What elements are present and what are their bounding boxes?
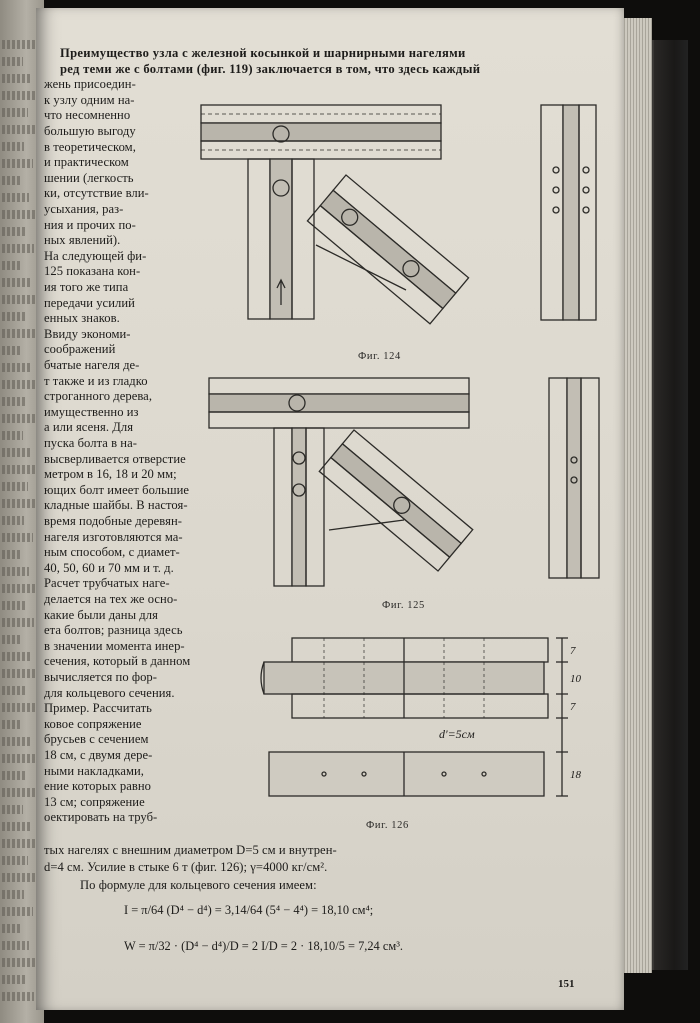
adjacent-page-text-fragment (2, 363, 31, 372)
text-line: имущественно из (44, 404, 139, 419)
adjacent-page-text-fragment (2, 873, 37, 882)
text-line: кладные шайбы. В настоя- (44, 498, 188, 513)
adjacent-page-text-fragment (2, 312, 26, 321)
text-line: большую выгоду (44, 124, 136, 138)
adjacent-page-text-fragment (2, 346, 22, 355)
adjacent-page-text-fragment (2, 329, 35, 338)
text-line: передачи усилий (44, 295, 135, 310)
book-page (36, 8, 624, 1010)
adjacent-page-text-fragment (2, 652, 30, 661)
text-line: оектировать на труб- (44, 810, 158, 825)
adjacent-page-text-fragment (2, 822, 32, 831)
text-line: нагеля изготовляются ма- (44, 529, 183, 544)
adjacent-page-text-fragment (2, 414, 36, 423)
adjacent-page-text-fragment (2, 533, 33, 542)
text-line: По формуле для кольцевого сечения имеем: (80, 878, 317, 892)
adjacent-page-text-fragment (2, 601, 25, 610)
text-line: пуска болта в на- (44, 436, 137, 450)
formula-section-modulus: W = π/32 · (D⁴ − d⁴)/D = 2 I/D = 2 · 18,10/5 = 7,24 см³. (124, 939, 404, 953)
adjacent-page-text-fragment (2, 669, 39, 678)
book-cover (652, 40, 688, 970)
text-line: тых нагелях с внешним диаметром D=5 см и внутрен- (44, 843, 337, 857)
adjacent-page-text-fragment (2, 57, 23, 66)
adjacent-page-text-fragment (2, 261, 21, 270)
text-line: метром в 16, 18 и 20 мм; (44, 467, 177, 482)
figure-125-caption: Фиг. 125 (382, 600, 425, 611)
text-line: 40, 50, 60 и 70 мм и т. д. (44, 560, 174, 575)
text-line: высверливается отверстие (44, 451, 186, 466)
adjacent-page-text-fragment (2, 958, 38, 967)
adjacent-page-text-fragment (2, 125, 37, 134)
figure-124-drawing (196, 90, 596, 340)
text-line: Ввиду экономи- (44, 326, 131, 341)
figure-126-caption: Фиг. 126 (366, 820, 409, 831)
text-line: для кольцевого сечения. (44, 685, 175, 700)
adjacent-page-text-fragment (2, 448, 32, 457)
text-line: соображений (44, 342, 116, 357)
text-line: сечения, который в данном (44, 654, 191, 669)
figure-125-drawing (204, 370, 604, 595)
text-line: строганного дерева, (44, 389, 153, 404)
adjacent-page-text-fragment (2, 754, 40, 763)
figure-124-caption: Фиг. 124 (358, 351, 401, 362)
adjacent-page-text-fragment (2, 193, 29, 202)
text-line: ния и прочих по- (44, 217, 136, 232)
adjacent-page-text-fragment (2, 482, 28, 491)
dim-label-top: 7 (570, 645, 576, 657)
adjacent-page-text-fragment (2, 108, 28, 117)
text-line: ета болтов; разница здесь (44, 623, 183, 638)
text-line: d=4 см. Усилие в стыке 6 т (фиг. 126); γ=4000 кг/см². (44, 860, 328, 874)
adjacent-page-text-fragment (2, 635, 21, 644)
adjacent-page-text-fragment (2, 992, 34, 1001)
adjacent-page-text-fragment (2, 380, 40, 389)
text-line: ия того же типа (44, 280, 129, 294)
adjacent-page-text-fragment (2, 618, 34, 627)
adjacent-page-text-fragment (2, 40, 36, 49)
text-line: На следующей фи- (44, 248, 147, 263)
formula-inertia: I = π/64 (D⁴ − d⁴) = 3,14/64 (5⁴ − 4⁴) = 18,10 см⁴; (124, 903, 374, 917)
adjacent-page-text-fragment (2, 278, 30, 287)
text-line: какие были даны для (44, 607, 158, 622)
adjacent-page-text-fragment (2, 737, 31, 746)
figure-126 (254, 630, 581, 810)
text-line: ред теми же с болтами (фиг. 119) заключается в том, что здесь каждый (60, 61, 481, 76)
adjacent-page-text-fragment (2, 227, 25, 236)
text-line: а или ясеня. Для (44, 420, 134, 435)
text-line: енных знаков. (44, 311, 120, 326)
adjacent-page-text-fragment (2, 975, 25, 984)
figure-125 (204, 370, 604, 595)
text-line: жень присоедин- (44, 77, 136, 92)
figure-126-drawing (254, 630, 581, 810)
adjacent-page-text-fragment (2, 499, 37, 508)
adjacent-page-text-fragment (2, 771, 27, 780)
bolt-diameter-label: d'=5см (439, 727, 475, 741)
text-line: ение которых равно (44, 779, 152, 794)
adjacent-page-text-fragment (2, 210, 38, 219)
adjacent-page-text-fragment (2, 907, 33, 916)
adjacent-page-text-fragment (2, 584, 38, 593)
adjacent-page-text-fragment (2, 397, 27, 406)
text-line: бчатые нагеля де- (44, 358, 140, 372)
figure-124 (196, 90, 596, 340)
adjacent-page-text-fragment (2, 856, 28, 865)
adjacent-page-text-fragment (2, 805, 23, 814)
adjacent-page-text-fragment (2, 244, 34, 253)
adjacent-page-text-fragment (2, 703, 35, 712)
text-line: т также и из гладко (44, 373, 148, 388)
dim-label-bottom: 18 (570, 769, 581, 781)
text-line: ковое сопряжение (44, 716, 142, 731)
adjacent-page-text-fragment (2, 516, 24, 525)
text-line: что несомненно (44, 108, 131, 123)
text-line: и практическом (44, 155, 129, 170)
book-page-edges (622, 18, 652, 973)
text-line: Пример. Рассчитать (44, 701, 152, 716)
text-line: ки, отсутствие вли- (44, 186, 149, 201)
adjacent-page-text-fragment (2, 720, 22, 729)
text-line: вычисляется по фор- (44, 670, 158, 684)
adjacent-page-text-fragment (2, 159, 33, 168)
text-line: усыхания, раз- (44, 202, 124, 216)
text-line: Расчет трубчатых наге- (44, 576, 170, 591)
adjacent-page-text-fragment (2, 142, 24, 151)
text-line: в теоретическом, (44, 139, 136, 154)
adjacent-page-text-fragment (2, 686, 26, 695)
text-line: шении (легкость (44, 170, 134, 185)
adjacent-page-text-fragment (2, 176, 20, 185)
text-line: ющих болт имеет большие (44, 482, 190, 497)
adjacent-page-text-fragment (2, 567, 29, 576)
dim-label-middle: 10 (570, 673, 581, 685)
text-line: ным способом, с диамет- (44, 545, 180, 560)
text-line: ных явлений). (44, 233, 121, 248)
adjacent-page-text-fragment (2, 295, 39, 304)
adjacent-page-text-fragment (2, 890, 24, 899)
text-line: 125 показана кон- (44, 264, 141, 279)
text-line: к узлу одним на- (44, 92, 135, 107)
adjacent-page-text-fragment (2, 74, 32, 83)
text-line: делается на тех же осно- (44, 592, 178, 606)
text-line: ными накладками, (44, 763, 144, 778)
adjacent-page-text-fragment (2, 431, 23, 440)
text-line: 13 см; сопряжение (44, 794, 145, 809)
adjacent-page-text-fragment (2, 550, 20, 559)
text-line: Преимущество узла с железной косынкой и шарнирными нагелями (60, 46, 466, 60)
page-number: 151 (558, 978, 575, 990)
text-line: брусьев с сечением (44, 732, 149, 747)
adjacent-page-text-fragment (2, 941, 29, 950)
text-line: в значении момента инер- (44, 638, 185, 653)
adjacent-page-text-fragment (2, 924, 20, 933)
text-line: 18 см, с двумя дере- (44, 748, 153, 762)
text-line: время подобные деревян- (44, 514, 183, 528)
adjacent-page-text-fragment (2, 788, 36, 797)
dim-label-lower: 7 (570, 701, 576, 713)
